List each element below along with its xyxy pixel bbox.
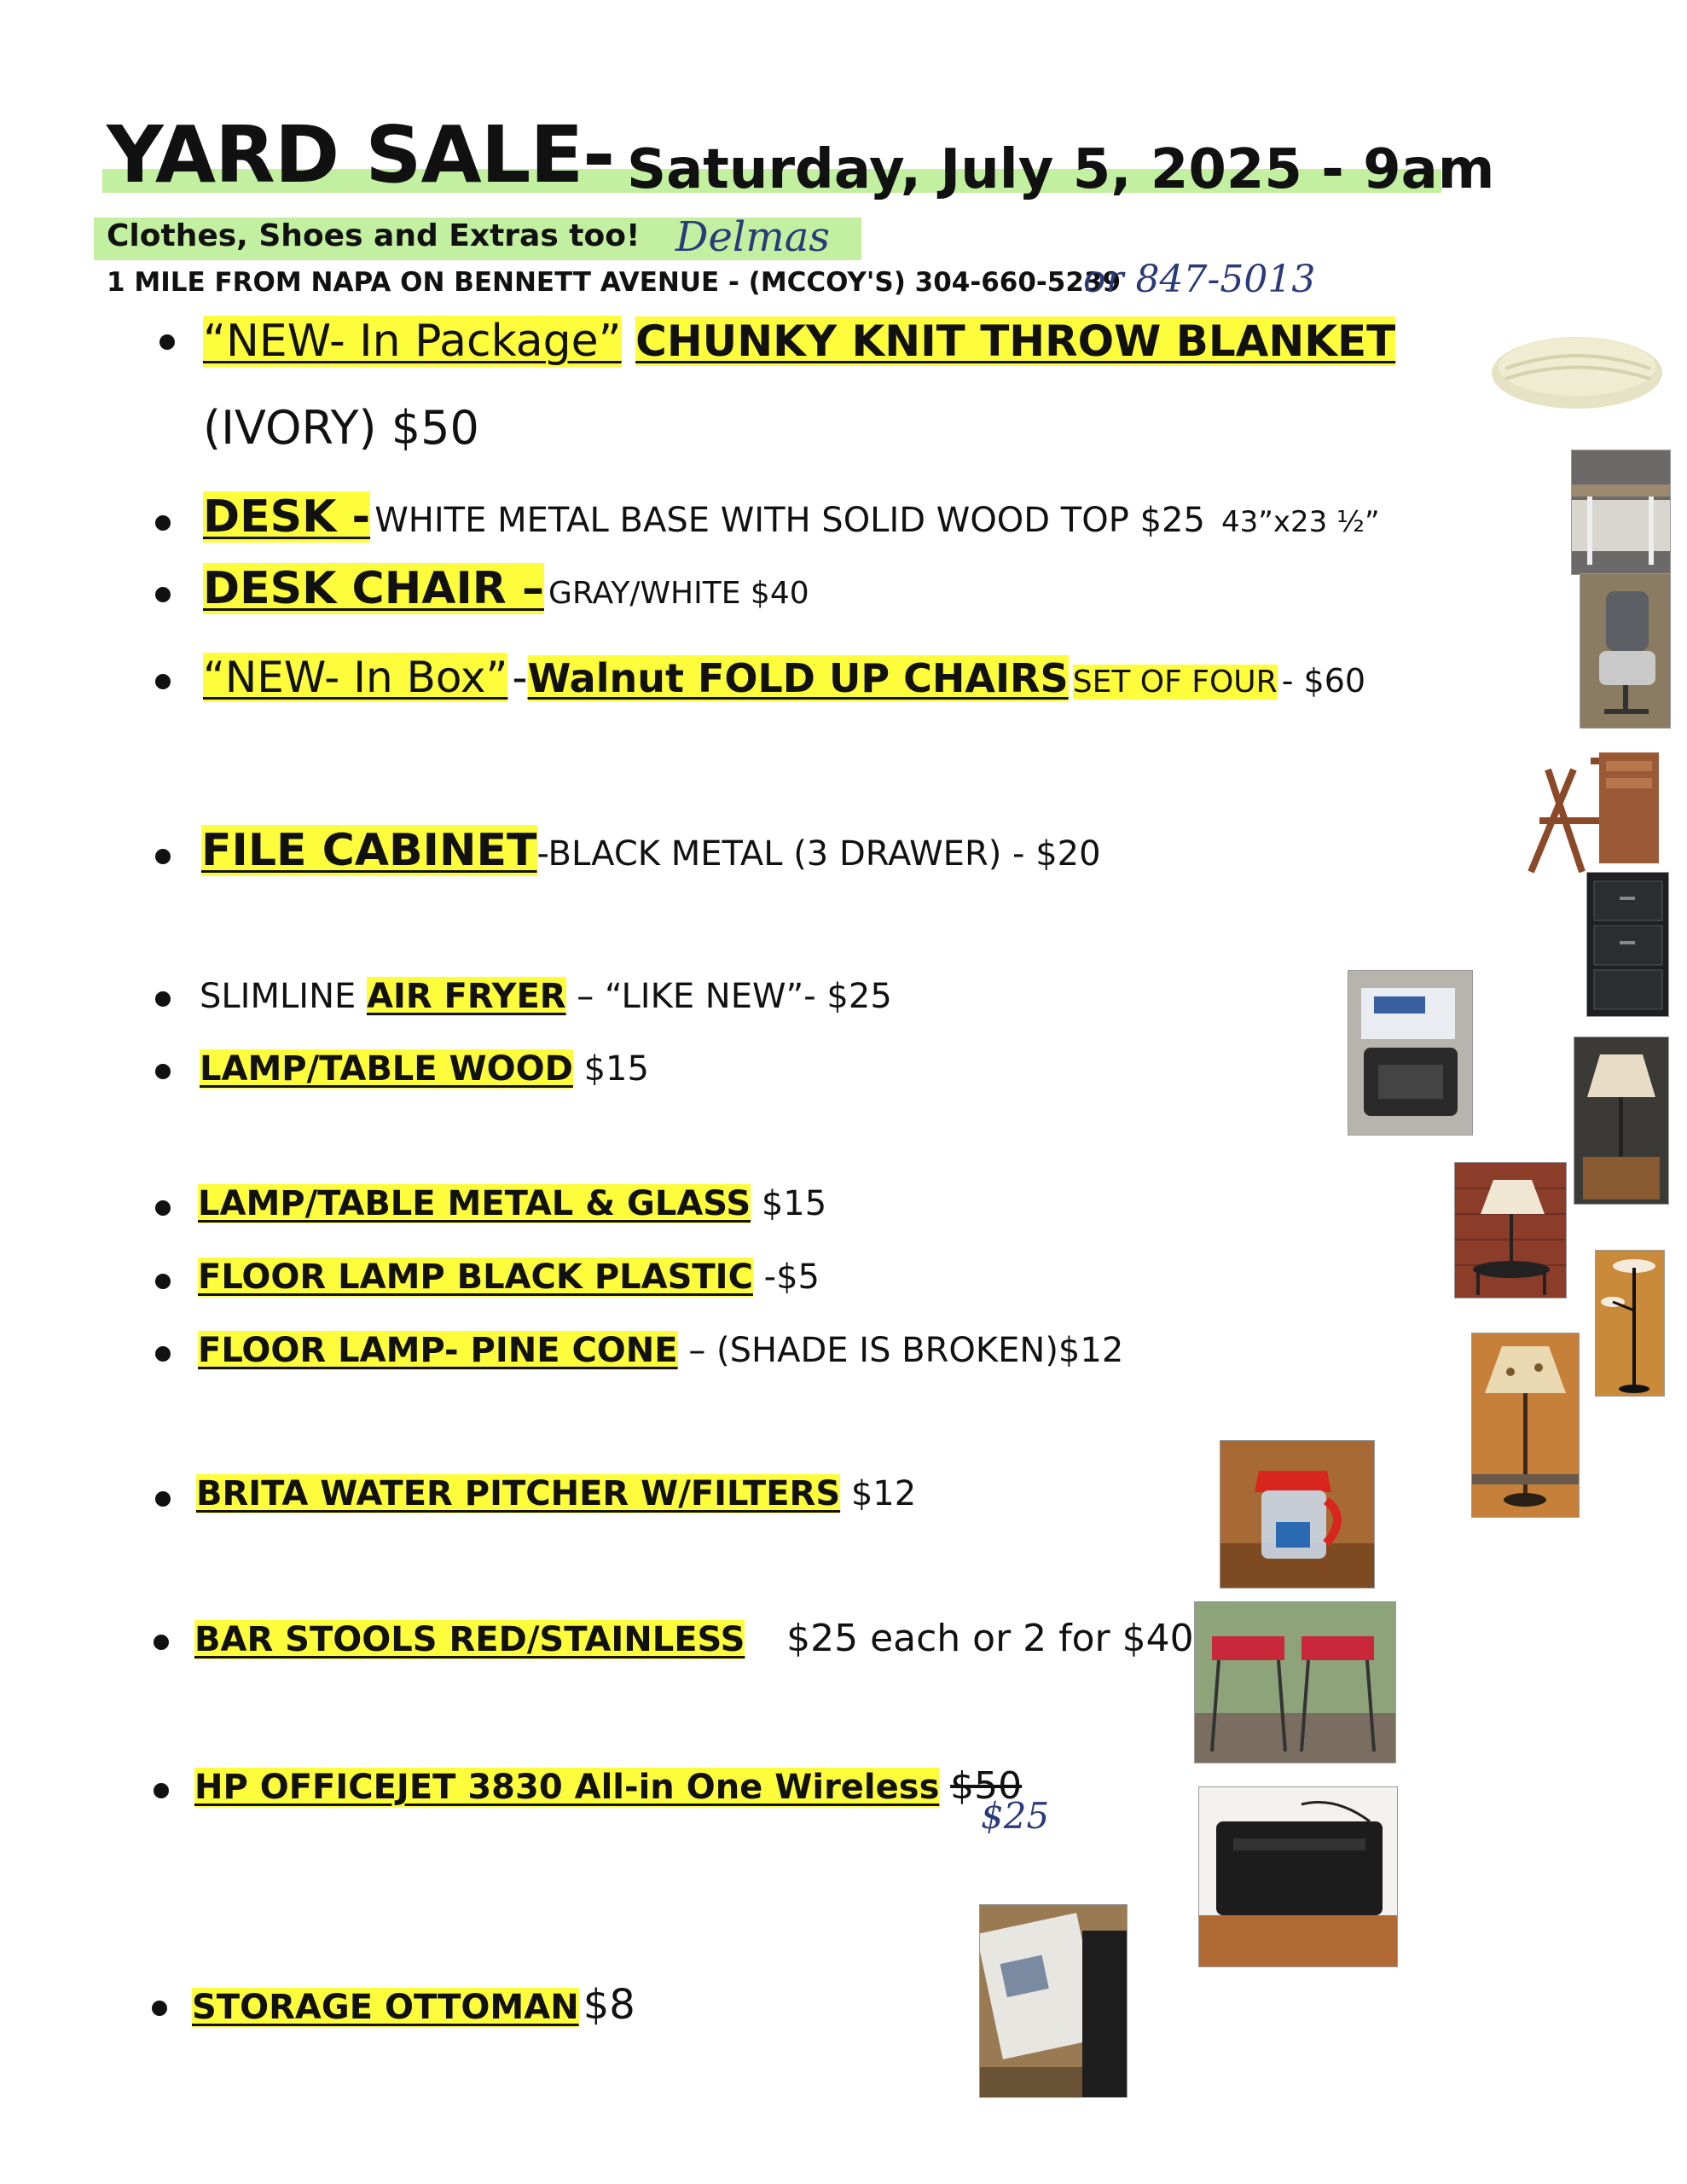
item-name: AIR FRYER	[366, 977, 566, 1016]
item-detail: $15	[583, 1049, 649, 1089]
item-detail: (IVORY) $50	[203, 401, 479, 455]
item-dash: -	[512, 653, 528, 702]
blanket-photo	[1488, 326, 1666, 413]
floor-lamp-black-photo	[1595, 1250, 1665, 1397]
floor-lamp-pine-cone-photo	[1471, 1333, 1580, 1518]
item-name: FILE CABINET	[201, 825, 537, 876]
item-detail: $15	[761, 1184, 827, 1223]
handwritten-name: Delmas	[675, 213, 831, 261]
list-item	[194, 1617, 1194, 1660]
item-name: DESK -	[203, 491, 371, 543]
item-detail: - $60	[1281, 662, 1366, 700]
list-item	[198, 1258, 820, 1297]
brita-pitcher-photo	[1220, 1440, 1375, 1589]
handwritten-phone: or 847-5013	[1083, 258, 1316, 301]
bullet	[155, 849, 171, 864]
list-item	[194, 1764, 1022, 1808]
list-item	[200, 1049, 649, 1089]
item-name: Walnut FOLD UP CHAIRS	[527, 655, 1069, 701]
item-detail: $12	[850, 1474, 917, 1513]
item-detail: – “LIKE NEW”- $25	[577, 977, 892, 1016]
directions: 1 MILE FROM NAPA ON BENNETT AVENUE - (MCCOY'S) 304-660-5239	[107, 267, 1122, 298]
item-detail: – (SHADE IS BROKEN)$12	[688, 1331, 1124, 1370]
fold-up-chairs-photo	[1505, 735, 1667, 880]
bullet	[155, 1064, 171, 1079]
list-item	[192, 1981, 635, 2029]
printer-photo	[1198, 1786, 1398, 1967]
bullet	[152, 2001, 167, 2016]
desk-chair-photo	[1580, 573, 1671, 729]
bullet	[155, 587, 171, 602]
desk-photo	[1571, 450, 1671, 575]
item-pre: SLIMLINE	[200, 977, 357, 1016]
list-item	[203, 491, 1380, 543]
item-detail: $8	[583, 1981, 635, 2029]
subtitle: Clothes, Shoes and Extras too!	[107, 218, 641, 253]
item-name: STORAGE OTTOMAN	[192, 1988, 579, 2027]
bullet	[155, 515, 171, 531]
list-item	[200, 977, 892, 1016]
item-name: FLOOR LAMP BLACK PLASTIC	[198, 1258, 753, 1297]
bullet	[155, 674, 171, 689]
item-detail: $25 each or 2 for $40	[786, 1617, 1194, 1660]
list-item	[203, 563, 809, 614]
item-detail: WHITE METAL BASE WITH SOLID WOOD TOP $25	[374, 501, 1205, 540]
page-title: YARD SALE-	[107, 109, 615, 200]
item-detail: GRAY/WHITE $40	[548, 576, 809, 611]
lamp-table-wood-photo	[1574, 1037, 1669, 1205]
item-prefix: “NEW- In Box”	[203, 653, 508, 702]
bullet	[155, 991, 171, 1007]
item-size: 43”x23 ½”	[1221, 505, 1380, 539]
item-detail: -$5	[763, 1258, 820, 1297]
item-detail: -BLACK METAL (3 DRAWER) - $20	[536, 834, 1101, 874]
list-item	[198, 1331, 1123, 1370]
item-name: BRITA WATER PITCHER W/FILTERS	[196, 1474, 841, 1513]
bullet	[159, 334, 175, 350]
bullet	[155, 1200, 171, 1216]
list-item	[203, 653, 1365, 702]
item-name: FLOOR LAMP- PINE CONE	[198, 1331, 678, 1370]
item-name: LAMP/TABLE WOOD	[200, 1049, 573, 1089]
bullet	[155, 1274, 171, 1289]
list-item	[203, 316, 1395, 367]
item-detail: $50	[950, 1764, 1023, 1808]
file-cabinet-photo	[1586, 872, 1669, 1017]
bar-stools-photo	[1194, 1601, 1396, 1763]
air-fryer-photo	[1348, 970, 1473, 1136]
list-item	[201, 825, 1101, 876]
handwritten-price: $25	[981, 1795, 1050, 1837]
list-item	[198, 1184, 826, 1223]
list-item	[196, 1474, 916, 1513]
bullet	[155, 1346, 171, 1362]
bullet	[154, 1783, 169, 1798]
item-name: HP OFFICEJET 3830 All-in One Wireless	[194, 1768, 940, 1807]
bullet	[155, 1491, 171, 1507]
item-prefix: “NEW- In Package”	[203, 316, 622, 367]
sale-date: Saturday, July 5, 2025 - 9am	[627, 138, 1495, 201]
item-tag: SET OF FOUR	[1072, 665, 1278, 700]
bullet	[154, 1635, 169, 1650]
item-name: CHUNKY KNIT THROW BLANKET	[635, 317, 1396, 366]
item-name: LAMP/TABLE METAL & GLASS	[198, 1184, 751, 1223]
item-name: DESK CHAIR –	[203, 563, 544, 614]
storage-ottoman-photo	[979, 1904, 1128, 2098]
item-name: BAR STOOLS RED/STAINLESS	[194, 1620, 745, 1659]
lamp-table-metal-photo	[1454, 1162, 1567, 1298]
